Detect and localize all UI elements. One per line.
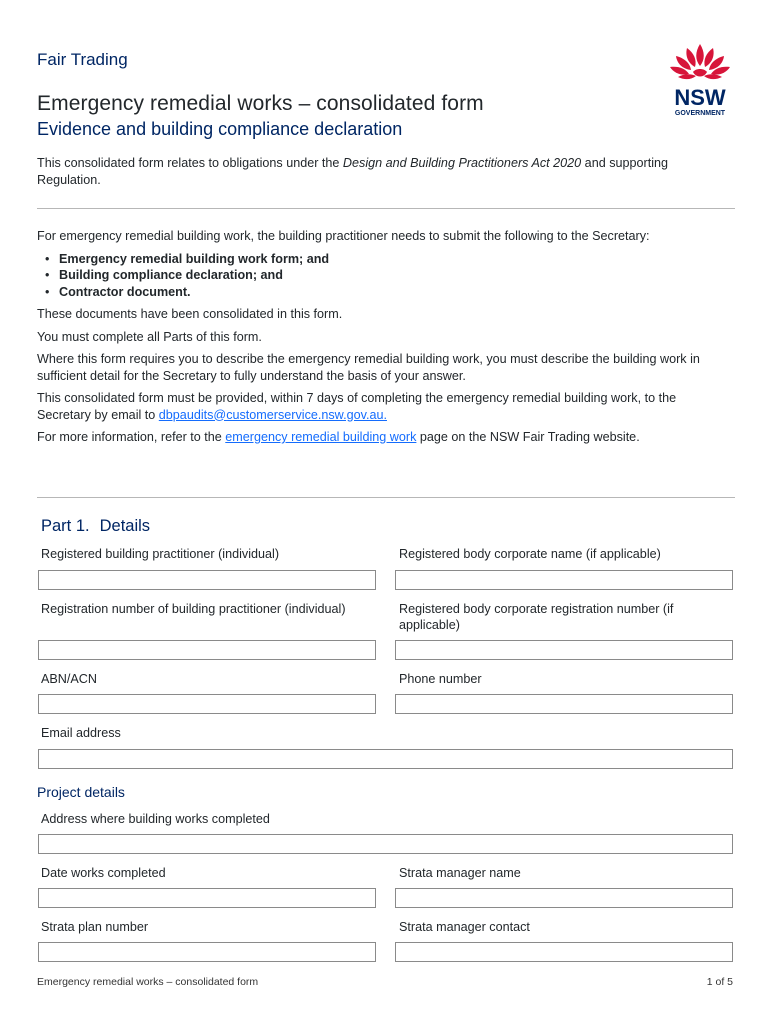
page-number: 1 of 5 <box>706 976 733 988</box>
date-completed-input[interactable] <box>38 888 376 908</box>
page-title: Emergency remedial works – consolidated form <box>37 92 484 115</box>
intro-suffix: and supporting Regulation. <box>37 156 669 187</box>
paragraph-more-info <box>37 429 729 446</box>
divider <box>37 208 735 209</box>
divider <box>37 497 735 498</box>
part-number: Part 1. <box>41 517 90 535</box>
email-label: Email address <box>41 726 121 740</box>
page-subtitle: Evidence and building compliance declaration <box>37 119 403 139</box>
lead-paragraph: For emergency remedial building work, the building practitioner needs to submit the following to the Secretary: <box>37 229 650 243</box>
act-name: Design and Building Practitioners Act 2020 <box>342 156 582 170</box>
corporate-registration-input[interactable] <box>395 640 733 660</box>
more-info-suffix: page on the NSW Fair Trading website. <box>416 430 640 444</box>
corporate-name-label: Registered body corporate name (if applicable) <box>399 547 661 561</box>
required-documents-list <box>37 251 729 301</box>
strata-contact-label: Strata manager contact <box>399 920 530 934</box>
phone-label: Phone number <box>399 672 482 686</box>
strata-plan-label: Strata plan number <box>41 920 149 934</box>
intro-paragraph <box>37 155 727 189</box>
abn-input[interactable] <box>38 694 376 714</box>
corporate-registration-label: Registered body corporate registration number (if applicable) <box>399 602 674 632</box>
paragraph-describe: Where this form requires you to describe the emergency remedial building work, you must describe the building work in sufficient detail for the Secretary to fully understand the basis of your answer. <box>37 352 700 383</box>
logo-text: NSW <box>674 85 726 110</box>
address-input[interactable] <box>38 834 733 854</box>
logo-subtext: GOVERNMENT <box>674 110 726 117</box>
brand-name: Fair Trading <box>37 50 128 69</box>
project-details-heading: Project details <box>37 784 125 800</box>
email-prefix: This consolidated form must be provided, within 7 days of completing the emergency remedial building work, to the Secretary by email to <box>37 391 677 422</box>
practitioner-label: Registered building practitioner (individual) <box>41 547 280 561</box>
more-info-prefix: For more information, refer to the <box>37 430 226 444</box>
practitioner-input[interactable] <box>38 570 376 590</box>
waratah-icon <box>660 42 740 120</box>
footer-title: Emergency remedial works – consolidated form <box>37 976 259 988</box>
list-item: • Building compliance declaration; and <box>59 267 729 284</box>
paragraph-email <box>37 390 729 423</box>
strata-manager-input[interactable] <box>395 888 733 908</box>
date-completed-label: Date works completed <box>41 866 166 880</box>
address-label: Address where building works completed <box>41 812 270 826</box>
paragraph-complete-all: You must complete all Parts of this form. <box>37 329 262 344</box>
strata-manager-label: Strata manager name <box>399 866 521 880</box>
emergency-work-link[interactable]: emergency remedial building work <box>225 430 417 444</box>
email-link[interactable]: dbpaudits@customerservice.nsw.gov.au. <box>158 407 387 422</box>
part-title: Details <box>99 517 151 535</box>
list-item: • Contractor document. <box>59 284 729 301</box>
strata-contact-input[interactable] <box>395 942 733 962</box>
paragraph-consolidated: These documents have been consolidated in this form. <box>37 307 343 321</box>
instructions <box>37 228 729 452</box>
registration-number-input[interactable] <box>38 640 376 660</box>
strata-plan-input[interactable] <box>38 942 376 962</box>
registration-number-label: Registration number of building practitioner (individual) <box>41 602 346 616</box>
email-input[interactable] <box>38 749 733 769</box>
part1-heading <box>41 517 150 536</box>
phone-input[interactable] <box>395 694 733 714</box>
abn-label: ABN/ACN <box>41 672 97 686</box>
list-item: • Emergency remedial building work form; and <box>59 251 729 268</box>
intro-prefix: This consolidated form relates to obligations under the <box>37 156 343 170</box>
nsw-government-logo <box>660 42 740 120</box>
corporate-name-input[interactable] <box>395 570 733 590</box>
